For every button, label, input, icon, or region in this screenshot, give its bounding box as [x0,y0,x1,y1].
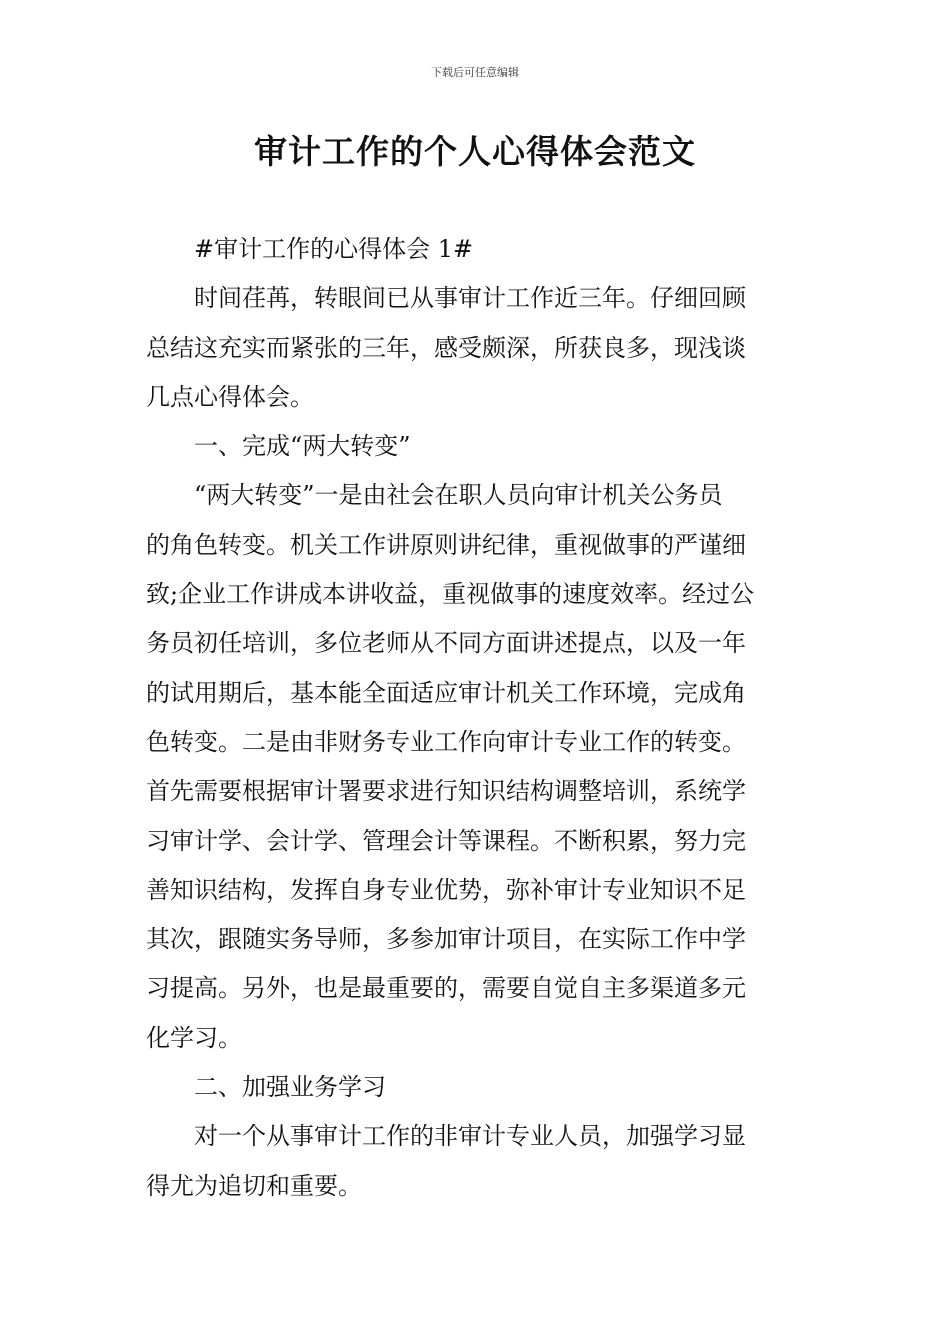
document-body [146,225,808,1211]
text-line: 色转变。二是由非财务专业工作向审计专业工作的转变。 [146,727,746,756]
text-line: 善知识结构，发挥自身专业优势，弥补审计专业知识不足 [146,875,746,904]
text-line: 时间荏苒，转眼间已从事审计工作近三年。仔细回顾 [194,284,746,313]
text-line: 一、完成“两大转变” [194,432,411,461]
paragraph-heading-one [146,422,808,471]
text-line: 几点心得体会。 [146,382,314,411]
text-line: 二、加强业务学习 [194,1073,386,1102]
text-line: #审计工作的心得体会 1# [194,235,474,263]
paragraph-study [146,1112,808,1211]
text-line: 得尤为追切和重要。 [146,1171,362,1200]
text-line: 其次，跟随实务导师，多参加审计项目，在实际工作中学 [146,925,746,954]
text-line: 首先需要根据审计署要求进行知识结构调整培训，系统学 [146,777,746,806]
text-line: 对一个从事审计工作的非审计专业人员，加强学习显 [194,1122,746,1151]
text-line: 总结这充实而紧张的三年，感受颇深，所获良多，现浅谈 [146,333,746,362]
document-title: 审计工作的个人心得体会范文 [254,132,696,171]
text-line: “两大转变”一是由社会在职人员向审计机关公务员 [194,481,723,510]
paragraph-heading-two [146,1063,808,1112]
text-line: 的试用期后，基本能全面适应审计机关工作环境，完成角 [146,678,746,707]
text-line: 务员初任培训，多位老师从不同方面讲述提点，以及一年 [146,629,746,658]
paragraph-intro [146,274,808,422]
text-line: 习提高。另外，也是最重要的，需要自觉自主多渠道多元 [146,974,746,1003]
text-line: 习审计学、会计学、管理会计等课程。不断积累，努力完 [146,826,746,855]
text-line: 化学习。 [146,1023,242,1052]
text-line: 致;企业工作讲成本讲收益，重视做事的速度效率。经过公 [146,580,755,609]
paragraph-section-heading [146,225,808,274]
text-line: 的角色转变。机关工作讲原则讲纪律，重视做事的严谨细 [146,530,746,559]
header-note: 下载后可任意编辑 [431,66,519,79]
paragraph-two-transformations [146,471,808,1063]
